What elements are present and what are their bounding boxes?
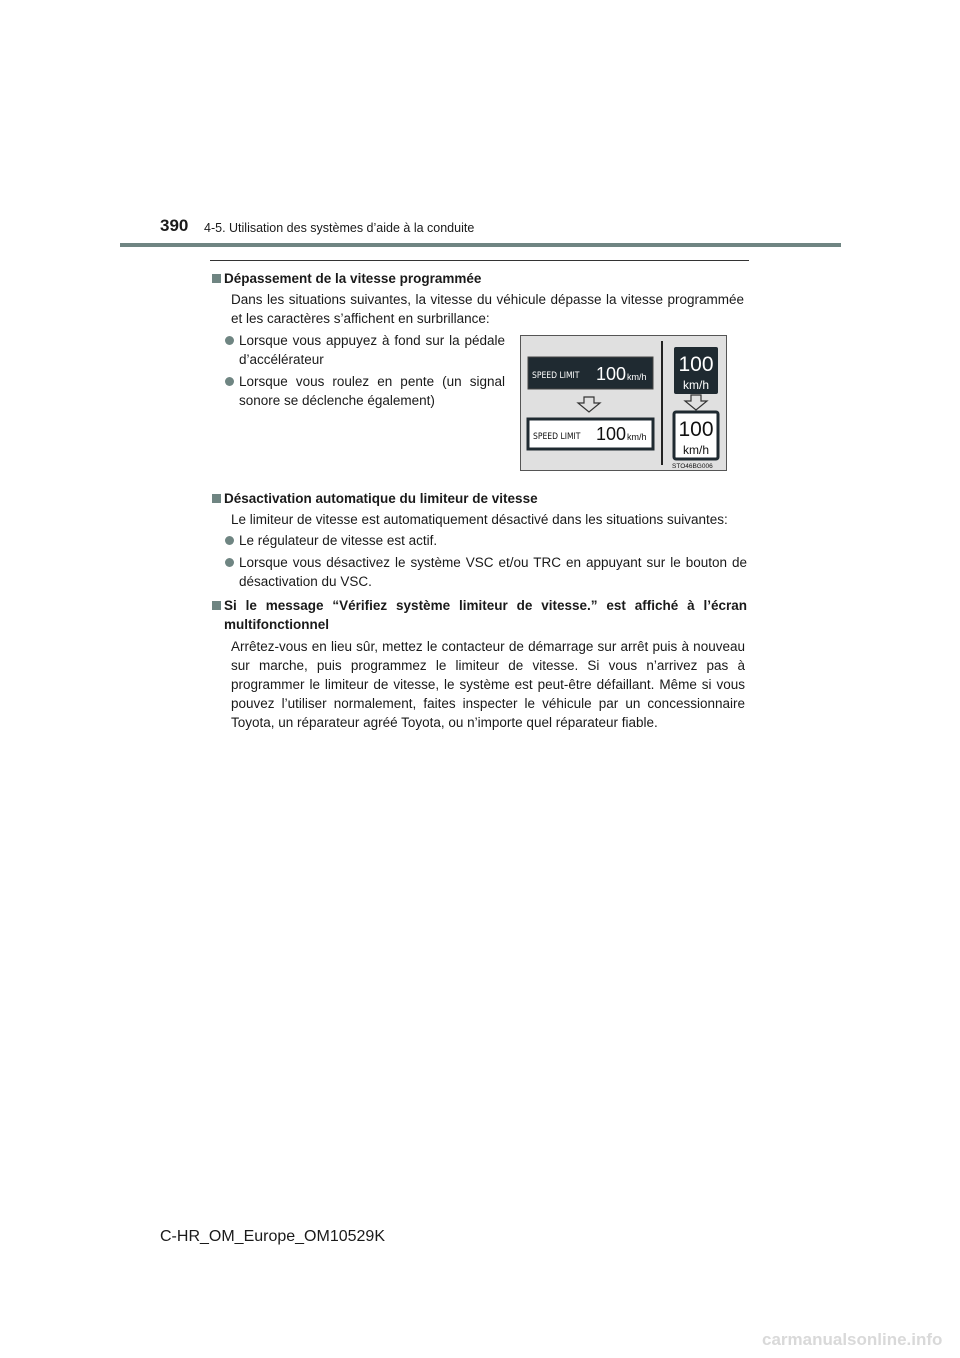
message-body-line-3: programmer le limiteur de vitesse, le système est peut-être défaillant. Même si vous xyxy=(231,677,745,692)
bullet-dot-icon xyxy=(225,336,234,345)
message-body-line-1: Arrêtez-vous en lieu sûr, mettez le contacteur de démarrage sur arrêt puis à nouveau xyxy=(231,639,745,654)
section-square-icon xyxy=(212,274,221,283)
auto-cancel-bullet-1: Le régulateur de vitesse est actif. xyxy=(239,533,438,548)
hud-speed-value: 100 xyxy=(678,353,714,376)
page-number: 390 xyxy=(160,216,189,235)
figure-code: STO46BG006 xyxy=(672,463,713,470)
watermark: carmanualsonline.info xyxy=(762,1330,943,1349)
hud-speed-unit: km/h xyxy=(682,443,710,457)
section-heading-auto-cancel: Désactivation automatique du limiteur de vitesse xyxy=(224,491,538,506)
auto-cancel-bullet-2-line-2: désactivation du VSC. xyxy=(239,574,372,589)
bullet-dot-icon xyxy=(225,558,234,567)
message-body-line-4: pouvez l’utiliser normalement, faites inspecter le véhicule par un concessionnaire xyxy=(231,696,745,711)
section-rule xyxy=(210,260,749,261)
manual-code: C-HR_OM_Europe_OM10529K xyxy=(160,1228,385,1245)
hud-speed-unit: km/h xyxy=(682,378,710,392)
speed-limit-label: SPEED LIMIT xyxy=(532,371,580,381)
chapter-title: 4-5. Utilisation des systèmes d’aide à la conduite xyxy=(204,221,475,235)
overspeed-intro-line-1: Dans les situations suivantes, la vitesse du véhicule dépasse la vitesse programmée xyxy=(231,292,744,307)
speed-unit: km/h xyxy=(627,372,647,382)
section-square-icon xyxy=(212,494,221,503)
overspeed-bullet-1-line-1: Lorsque vous appuyez à fond sur la pédale xyxy=(239,333,505,348)
section-heading-message-line-2: multifonctionnel xyxy=(224,617,329,632)
overspeed-intro-line-2: et les caractères s’affichent en surbrillance: xyxy=(231,311,490,326)
bullet-dot-icon xyxy=(225,536,234,545)
speed-value: 100 xyxy=(596,424,627,444)
speed-value: 100 xyxy=(596,364,627,384)
speed-limit-display-figure xyxy=(520,335,727,471)
section-heading-message-line-1: Si le message “Vérifiez système limiteur de vitesse.” est affiché à l’écran xyxy=(224,598,747,613)
message-body-line-5: Toyota, un réparateur agréé Toyota, ou n’importe quel réparateur fiable. xyxy=(231,715,658,730)
overspeed-bullet-1-line-2: d’accélérateur xyxy=(239,352,324,367)
message-body-line-2: sur marche, puis programmez le limiteur de vitesse. Si vous n’arrivez pas à xyxy=(231,658,745,673)
speed-limit-label: SPEED LIMIT xyxy=(533,432,581,442)
auto-cancel-intro: Le limiteur de vitesse est automatiquement désactivé dans les situations suivantes: xyxy=(231,512,728,527)
speed-unit: km/h xyxy=(627,432,647,442)
overspeed-bullet-2-line-2: sonore se déclenche également) xyxy=(239,393,435,408)
overspeed-bullet-2-line-1: Lorsque vous roulez en pente (un signal xyxy=(239,374,505,389)
section-heading-overspeed: Dépassement de la vitesse programmée xyxy=(224,271,482,286)
hud-speed-value: 100 xyxy=(678,418,714,441)
auto-cancel-bullet-2-line-1: Lorsque vous désactivez le système VSC et/ou TRC en appuyant sur le bouton de xyxy=(239,555,747,570)
header-rule xyxy=(120,243,841,247)
section-square-icon xyxy=(212,601,221,610)
bullet-dot-icon xyxy=(225,377,234,386)
